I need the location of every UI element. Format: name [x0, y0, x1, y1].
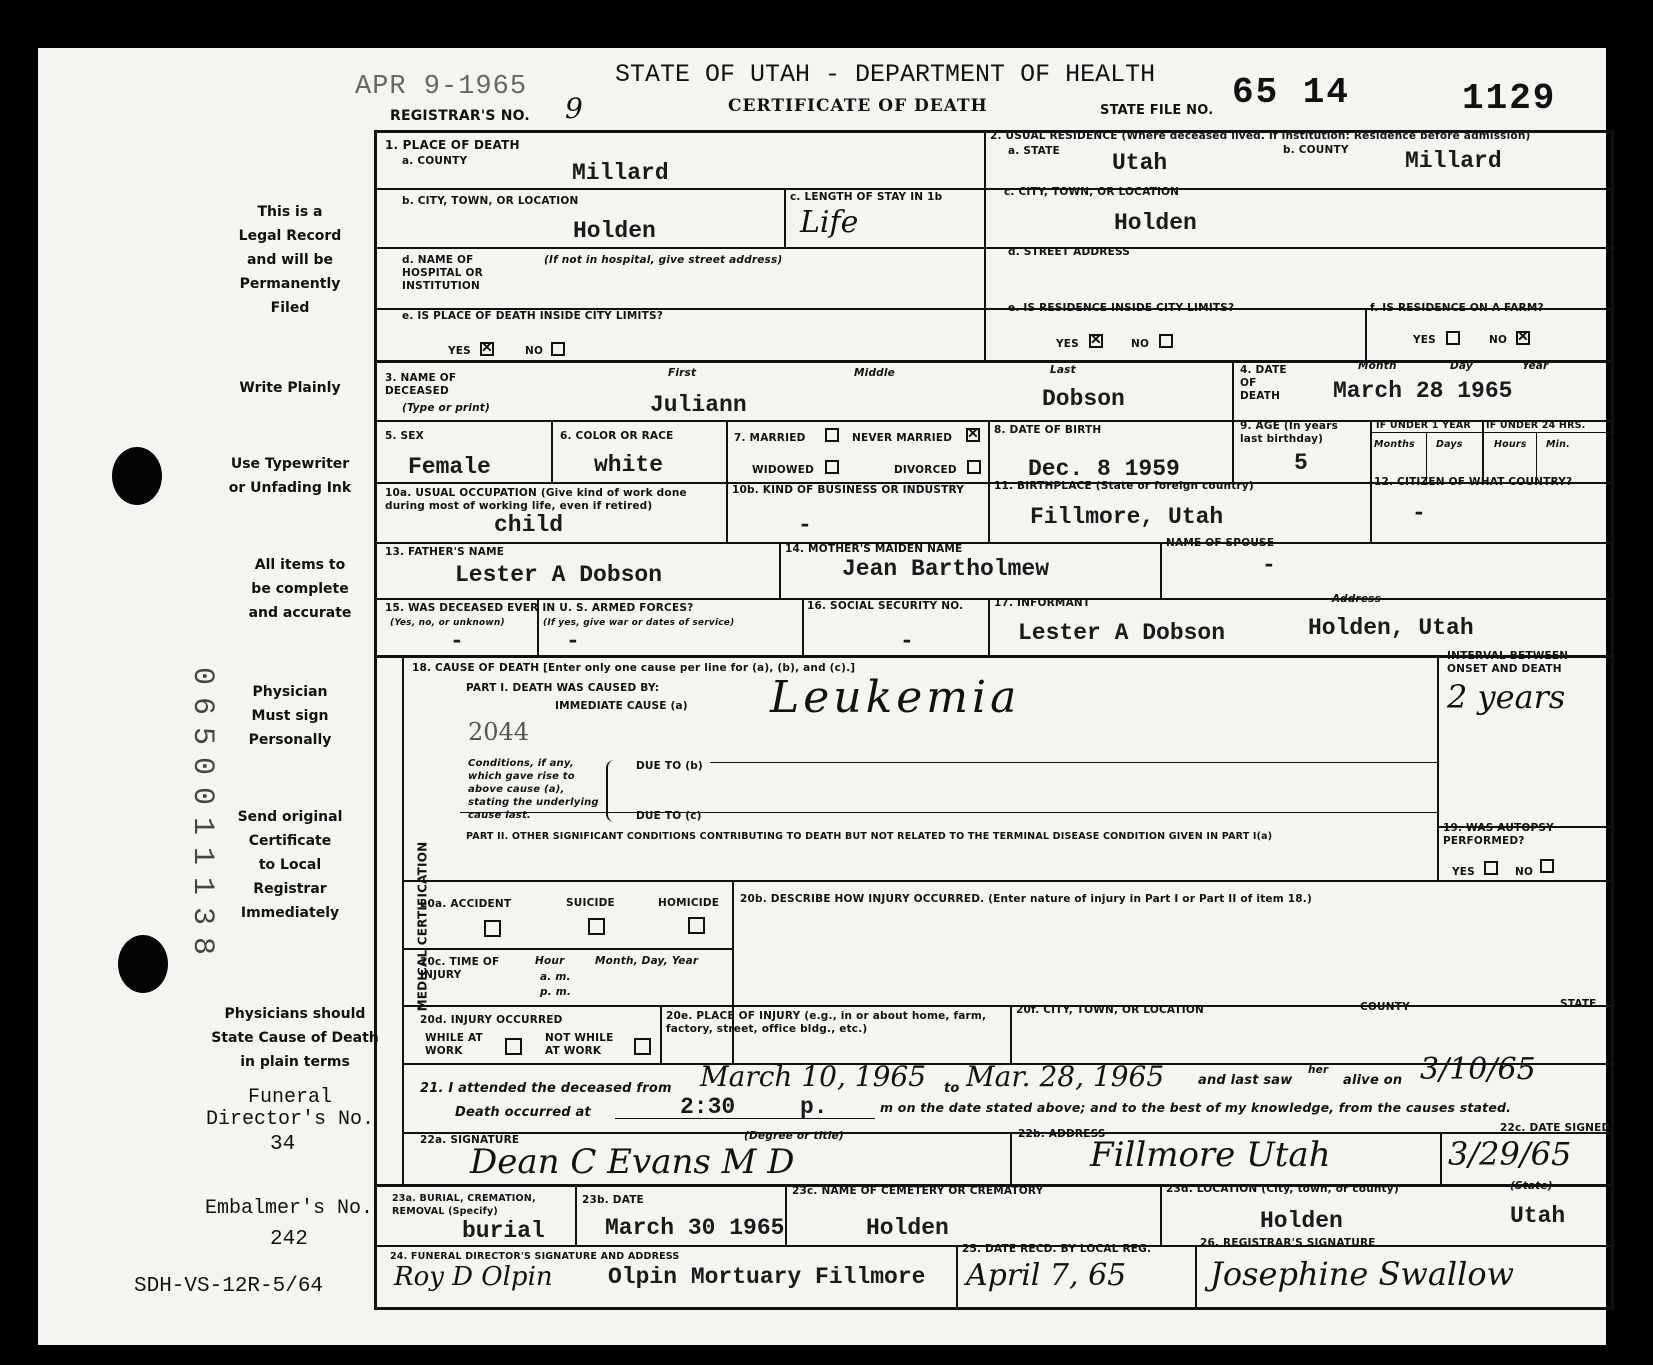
registrar-signature: Josephine Swallow	[1210, 1255, 1515, 1293]
name-label: 3. NAME OF DECEASED	[385, 372, 457, 397]
inside-city-yes-checkbox[interactable]	[480, 342, 494, 356]
informant-name: Lester A Dobson	[1018, 620, 1226, 646]
embalmer-no-label: Embalmer's No.	[205, 1197, 374, 1220]
attended-label: 21. I attended the deceased from	[420, 1081, 672, 1096]
city-label: b. CITY, TOWN, OR LOCATION	[402, 195, 579, 207]
send-original-note: Send original Certificate to Local Registrar Immediately	[237, 809, 343, 921]
suicide-label: SUICIDE	[566, 897, 615, 909]
complete-note: All items to be complete and accurate	[248, 557, 352, 621]
not-while-at-work-checkbox[interactable]	[634, 1038, 651, 1055]
first-name: Juliann	[650, 392, 747, 418]
armed-forces-label: 15. WAS DECEASED EVER IN U. S. ARMED FORCES?	[385, 602, 694, 614]
embalmer-no: 242	[270, 1228, 308, 1251]
date-signed-label: 22c. DATE SIGNED	[1500, 1122, 1611, 1134]
min-label: Min.	[1546, 439, 1570, 450]
month-label: Month	[1358, 360, 1397, 372]
months-label: Months	[1374, 439, 1415, 450]
residence-county-label: b. COUNTY	[1283, 144, 1349, 156]
dob-label: 8. DATE OF BIRTH	[994, 424, 1102, 436]
armed-note-b: (If yes, give war or dates of service)	[543, 618, 735, 628]
yes-label: YES	[448, 345, 471, 357]
usual-residence-label: 2. USUAL RESIDENCE (Where deceased lived. If institution: Residence before admission)	[990, 130, 1531, 142]
state-file-no-a: 65 14	[1232, 72, 1351, 113]
residence-inside-city-label: e. IS RESIDENCE INSIDE CITY LIMITS?	[1008, 302, 1235, 314]
interval-label: INTERVAL BETWEEN ONSET AND DEATH	[1447, 650, 1569, 675]
state-file-no-b: 1129	[1462, 78, 1557, 119]
registrar-signature-label: 26. REGISTRAR'S SIGNATURE	[1200, 1237, 1376, 1249]
cemetery: Holden	[866, 1215, 949, 1241]
county-label: a. COUNTY	[402, 155, 468, 167]
punch-hole	[118, 935, 168, 993]
burial-date: March 30 1965	[605, 1215, 785, 1241]
yes-label: YES	[1413, 334, 1436, 346]
never-married-checkbox[interactable]	[966, 428, 980, 442]
residence-city-yes-checkbox[interactable]	[1089, 334, 1103, 348]
burial-location-label: 23d. LOCATION (City, town, or county)	[1166, 1183, 1399, 1195]
spouse: -	[1262, 552, 1276, 578]
knowledge-statement: m on the date stated above; and to the best of my knowledge, from the causes stated.	[880, 1100, 1512, 1115]
address-label: Address	[1332, 593, 1382, 605]
occupation: child	[494, 512, 564, 538]
street-address-label: d. STREET ADDRESS	[1008, 246, 1131, 258]
sex: Female	[408, 454, 491, 480]
conditions-brace	[606, 760, 618, 822]
birthplace: Fillmore, Utah	[1030, 504, 1224, 530]
punch-hole	[112, 447, 162, 505]
place-of-death-label: 1. PLACE OF DEATH	[385, 138, 520, 152]
injury-description-label: 20b. DESCRIBE HOW INJURY OCCURRED. (Enter nature of injury in Part I or Part II of item 18.)	[740, 893, 1312, 905]
burial-date-label: 23b. DATE	[582, 1194, 644, 1206]
never-married-label: NEVER MARRIED	[852, 432, 953, 444]
time-of-death: 2:30	[680, 1094, 736, 1120]
homicide-label: HOMICIDE	[658, 897, 720, 909]
while-at-work-label: WHILE AT WORK	[425, 1032, 483, 1057]
no-label: NO	[525, 345, 544, 357]
not-while-at-work-label: NOT WHILE AT WORK	[545, 1032, 614, 1057]
funeral-director-signature: Roy D Olpin	[394, 1262, 553, 1292]
armed-service: -	[566, 628, 580, 654]
divorced-label: DIVORCED	[894, 464, 957, 476]
funeral-director-no: 34	[270, 1133, 296, 1156]
death-city: Holden	[573, 218, 656, 244]
state-file-label: STATE FILE NO.	[1100, 103, 1214, 118]
occupation-label: 10a. USUAL OCCUPATION (Give kind of work done during most of working life, even if retired)	[385, 487, 687, 512]
inside-city-no-checkbox[interactable]	[551, 342, 565, 356]
sex-label: 5. SEX	[385, 430, 424, 442]
alive-on-label: alive on	[1343, 1073, 1403, 1088]
part1-label: PART I. DEATH WAS CAUSED BY:	[466, 682, 660, 694]
physician-note: Physician Must sign Personally	[248, 684, 332, 748]
no-label: NO	[1515, 866, 1534, 878]
inside-city-limits-label: e. IS PLACE OF DEATH INSIDE CITY LIMITS?	[402, 310, 664, 322]
autopsy-yes-checkbox[interactable]	[1484, 861, 1498, 875]
yes-label: YES	[1452, 866, 1475, 878]
ssn-label: 16. SOCIAL SECURITY NO.	[807, 600, 964, 612]
name-note: (Type or print)	[402, 402, 490, 414]
divorced-checkbox[interactable]	[967, 460, 981, 474]
days-label: Days	[1436, 439, 1463, 450]
cemetery-label: 23c. NAME OF CEMETERY OR CREMATORY	[792, 1185, 1044, 1197]
last-saw-label: and last saw	[1198, 1073, 1293, 1088]
hospital-label: d. NAME OF HOSPITAL OR INSTITUTION	[402, 254, 483, 292]
year-label: Year	[1522, 360, 1549, 372]
date-received: April 7, 65	[966, 1258, 1127, 1293]
residence-state: Utah	[1112, 150, 1168, 176]
autopsy-no-checkbox[interactable]	[1540, 859, 1554, 873]
under-1-year-label: IF UNDER 1 YEAR	[1376, 420, 1471, 431]
business: -	[798, 512, 812, 538]
business-label: 10b. KIND OF BUSINESS OR INDUSTRY	[732, 484, 965, 496]
death-date: March 28 1965	[1333, 378, 1513, 404]
typewriter-note: Use Typewriter or Unfading Ink	[228, 456, 352, 496]
mother-label: 14. MOTHER'S MAIDEN NAME	[785, 543, 963, 555]
widowed-checkbox[interactable]	[825, 460, 839, 474]
am-label: a. m.	[540, 971, 571, 983]
certificate-title: CERTIFICATE OF DEATH	[728, 96, 988, 116]
last-seen-alive: 3/10/65	[1420, 1052, 1536, 1087]
hours-label: Hours	[1494, 439, 1527, 450]
age: 5	[1294, 450, 1308, 476]
due-to-c-label: DUE TO (c)	[636, 810, 702, 822]
residence-city-label: c. CITY, TOWN, OR LOCATION	[1004, 186, 1180, 198]
disposition: burial	[462, 1218, 545, 1244]
last-label: Last	[1050, 364, 1076, 376]
hospital-note: (If not in hospital, give street address)	[544, 254, 783, 266]
date-of-birth: Dec. 8 1959	[1028, 456, 1180, 482]
first-label: First	[668, 367, 697, 379]
death-occurred-label: Death occurred at	[455, 1105, 591, 1120]
yes-label: YES	[1056, 338, 1079, 350]
no-label: NO	[1489, 334, 1508, 346]
day-label: Day	[1450, 360, 1473, 372]
residence-county: Millard	[1405, 148, 1502, 174]
immediate-cause-label: IMMEDIATE CAUSE (a)	[555, 700, 688, 712]
race-label: 6. COLOR OR RACE	[560, 430, 674, 442]
injury-occurred-label: 20d. INJURY OCCURRED	[420, 1014, 563, 1026]
hour-label: Hour	[535, 955, 565, 967]
legal-note: This is a Legal Record and will be Permanently Filed	[238, 204, 342, 316]
farm-yes-checkbox[interactable]	[1446, 331, 1460, 345]
burial-location: Holden	[1260, 1208, 1343, 1234]
middle-label: Middle	[854, 367, 896, 379]
residence-city-no-checkbox[interactable]	[1159, 334, 1173, 348]
state-title: STATE OF UTAH - DEPARTMENT OF HEALTH	[615, 60, 1156, 89]
burial-label: 23a. BURIAL, CREMATION, REMOVAL (Specify)	[392, 1193, 536, 1217]
farm-label: f. IS RESIDENCE ON A FARM?	[1370, 302, 1544, 314]
date-of-death-label: 4. DATE OF DEATH	[1240, 364, 1287, 402]
father-label: 13. FATHER'S NAME	[385, 546, 505, 558]
mortuary-name: Olpin Mortuary Fillmore	[608, 1264, 926, 1290]
attended-to: Mar. 28, 1965	[966, 1060, 1165, 1093]
her-label: her	[1308, 1064, 1329, 1076]
under-24-hrs-label: IF UNDER 24 HRS.	[1486, 420, 1586, 431]
degree-label: (Degree or title)	[744, 1130, 844, 1142]
city-of-injury-label: 20f. CITY, TOWN, OR LOCATION	[1016, 1004, 1204, 1016]
age-label: 9. AGE (In years last birthday)	[1240, 420, 1339, 445]
attended-from: March 10, 1965	[700, 1060, 927, 1093]
write-plainly-note: Write Plainly	[239, 380, 341, 396]
burial-state: Utah	[1510, 1203, 1566, 1229]
funeral-director-no-label: Funeral Director's No.	[205, 1086, 375, 1131]
informant-address: Holden, Utah	[1308, 615, 1474, 641]
birthplace-label: 11. BIRTHPLACE (State or foreign country)	[994, 480, 1254, 492]
citizen: -	[1412, 500, 1426, 526]
state-paren-label: (State)	[1510, 1180, 1553, 1192]
residence-state-label: a. STATE	[1008, 145, 1060, 157]
informant-label: 17. INFORMANT	[994, 597, 1091, 609]
registrar-no: 9	[565, 92, 583, 125]
homicide-checkbox[interactable]	[688, 917, 705, 934]
county-label: COUNTY	[1360, 1001, 1410, 1013]
to-label: to	[944, 1081, 960, 1096]
date-signed: 3/29/65	[1448, 1135, 1572, 1173]
farm-no-checkbox[interactable]	[1516, 331, 1530, 345]
immediate-cause: Leukemia	[770, 672, 1021, 723]
signature-label: 22a. SIGNATURE	[420, 1134, 520, 1146]
death-county: Millard	[572, 160, 669, 186]
part2-label: PART II. OTHER SIGNIFICANT CONDITIONS CONTRIBUTING TO DEATH BUT NOT RELATED TO THE TERMINAL DISEASE CONDITION GIVEN IN PART I(a)	[466, 831, 1273, 842]
physician-address: Fillmore Utah	[1090, 1135, 1331, 1175]
funeral-director-label: 24. FUNERAL DIRECTOR'S SIGNATURE AND ADDRESS	[390, 1251, 680, 1262]
registrar-label: REGISTRAR'S NO.	[390, 108, 530, 124]
interval: 2 years	[1447, 678, 1566, 716]
cause-of-death-label: 18. CAUSE OF DEATH [Enter only one cause per line for (a), (b), and (c).]	[412, 662, 856, 674]
race: white	[594, 452, 664, 478]
armed-note-a: (Yes, no, or unknown)	[390, 618, 505, 628]
conditions-note: Conditions, if any, which gave rise to above cause (a), stating the underlying cause last.	[468, 758, 599, 821]
month-day-year-label: Month, Day, Year	[595, 955, 699, 967]
received-stamp: APR 9-1965	[355, 72, 528, 102]
married-label: 7. MARRIED	[734, 432, 806, 444]
date-received-label: 25. DATE RECD. BY LOCAL REG.	[962, 1243, 1152, 1255]
married-checkbox[interactable]	[825, 428, 839, 442]
state-label: STATE	[1560, 998, 1597, 1010]
state-cause-note: Physicians should State Cause of Death in plain terms	[211, 1006, 379, 1070]
no-label: NO	[1131, 338, 1150, 350]
form-number: SDH-VS-12R-5/64	[134, 1275, 324, 1298]
citizen-label: 12. CITIZEN OF WHAT COUNTRY?	[1374, 476, 1573, 488]
place-of-injury-label: 20e. PLACE OF INJURY (e.g., in or about home, farm, factory, street, office bldg., etc.)	[666, 1010, 987, 1035]
widowed-label: WIDOWED	[752, 464, 815, 476]
address-22b-label: 22b. ADDRESS	[1018, 1128, 1106, 1140]
last-name: Dobson	[1042, 386, 1125, 412]
vertical-serial-number: 0650011138	[185, 666, 219, 968]
cause-code: 2044	[468, 718, 530, 746]
due-to-b-label: DUE TO (b)	[636, 760, 703, 772]
physician-signature: Dean C Evans M D	[470, 1142, 795, 1182]
armed-forces: -	[450, 628, 464, 654]
autopsy-label: 19. WAS AUTOPSY PERFORMED?	[1443, 822, 1554, 847]
medical-certification-label: MEDICAL CERTIFICATION	[415, 841, 430, 1012]
spouse-label: NAME OF SPOUSE	[1166, 537, 1275, 549]
while-at-work-checkbox[interactable]	[505, 1038, 522, 1055]
ssn: -	[900, 628, 914, 654]
time-of-death-pm: p.	[800, 1094, 828, 1120]
mother-name: Jean Bartholmew	[842, 556, 1050, 582]
father-name: Lester A Dobson	[455, 562, 663, 588]
length-stay-label: c. LENGTH OF STAY IN 1b	[790, 191, 943, 203]
time-of-injury-label: 20c. TIME OF INJURY	[420, 956, 500, 981]
pm-label: p. m.	[540, 986, 572, 998]
length-of-stay: Life	[800, 205, 859, 240]
accident-checkbox[interactable]	[484, 920, 501, 937]
residence-city: Holden	[1114, 210, 1197, 236]
accident-label: 20a. ACCIDENT	[420, 898, 512, 910]
suicide-checkbox[interactable]	[588, 918, 605, 935]
